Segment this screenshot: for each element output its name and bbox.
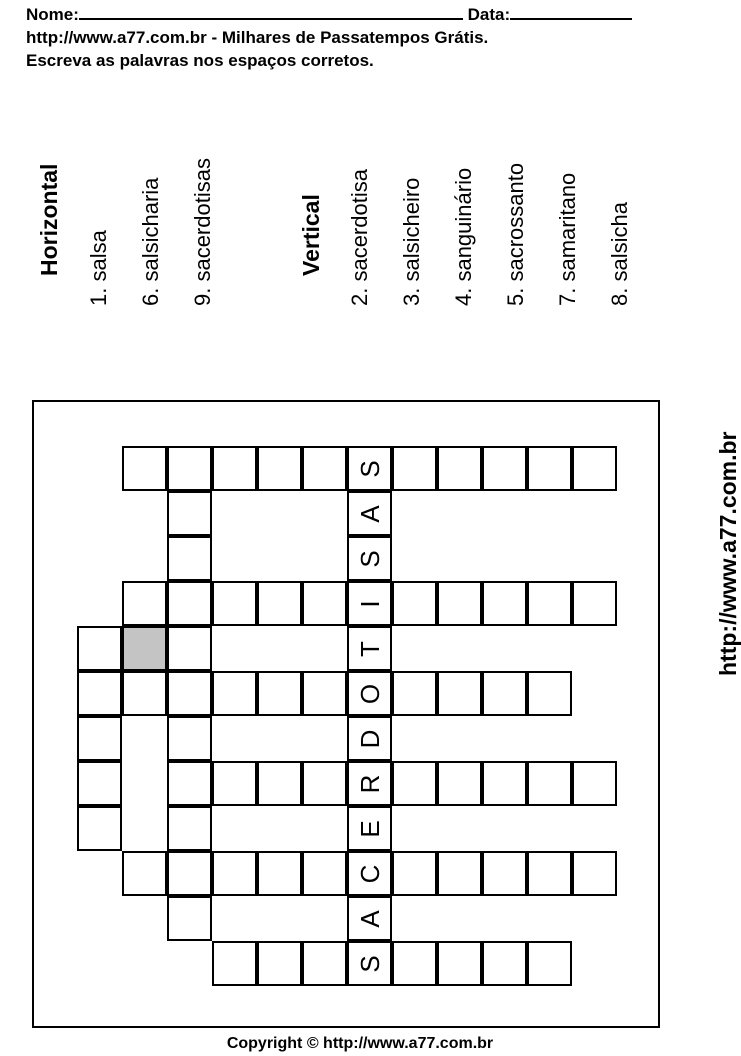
crossword-cell[interactable]	[167, 581, 212, 626]
vertical-clue: 3. salsicheiro	[399, 177, 424, 306]
cell-letter: O	[354, 683, 385, 704]
date-label: Data:	[467, 5, 511, 24]
crossword-cell[interactable]	[437, 761, 482, 806]
crossword-cell[interactable]	[527, 941, 572, 986]
cell-letter: R	[354, 774, 385, 793]
crossword-cell[interactable]	[482, 671, 527, 716]
crossword-cell[interactable]	[167, 626, 212, 671]
vertical-clue: 2. sacerdotisa	[347, 169, 372, 306]
crossword-cell[interactable]	[527, 581, 572, 626]
horizontal-clue: 9. sacerdotisas	[190, 158, 215, 306]
crossword-cell[interactable]	[437, 851, 482, 896]
crossword-cell[interactable]	[347, 896, 392, 941]
crossword-cell[interactable]	[302, 446, 347, 491]
cell-letter: C	[354, 864, 385, 883]
crossword-cell[interactable]	[347, 806, 392, 851]
cell-letter: T	[354, 640, 385, 657]
crossword-cell[interactable]	[122, 851, 167, 896]
crossword-cell[interactable]	[527, 761, 572, 806]
crossword-cell[interactable]	[212, 941, 257, 986]
crossword-cell[interactable]	[167, 491, 212, 536]
crossword-cell[interactable]	[77, 716, 122, 761]
crossword-cell[interactable]	[257, 761, 302, 806]
crossword-cell[interactable]	[122, 446, 167, 491]
crossword-cell[interactable]	[482, 446, 527, 491]
cell-letter: S	[354, 459, 385, 478]
crossword-cell[interactable]	[122, 671, 167, 716]
vertical-clue: 4. sanguinário	[451, 167, 476, 306]
crossword-cell[interactable]	[527, 671, 572, 716]
crossword-cell[interactable]	[167, 671, 212, 716]
crossword-cell[interactable]	[392, 671, 437, 716]
horizontal-title: Horizontal	[36, 163, 62, 276]
name-label: Nome:	[26, 5, 79, 24]
crossword-cell[interactable]	[122, 581, 167, 626]
cell-letter: I	[354, 599, 385, 608]
crossword-cell[interactable]	[167, 896, 212, 941]
cell-letter: E	[354, 819, 385, 838]
crossword-cell[interactable]	[392, 941, 437, 986]
crossword-cell[interactable]	[347, 716, 392, 761]
copyright: Copyright © http://www.a77.com.br	[226, 1035, 494, 1052]
crossword-cell[interactable]	[347, 536, 392, 581]
date-blank[interactable]	[510, 4, 632, 20]
cell-letter: A	[354, 504, 385, 523]
vertical-clue: 7. samaritano	[555, 172, 580, 306]
crossword-cell[interactable]	[257, 581, 302, 626]
crossword-cell[interactable]	[302, 671, 347, 716]
crossword-cell[interactable]	[167, 536, 212, 581]
crossword-cell[interactable]	[437, 671, 482, 716]
crossword-cell[interactable]	[212, 671, 257, 716]
crossword-cell[interactable]	[482, 941, 527, 986]
crossword-cell[interactable]	[167, 806, 212, 851]
crossword-cell[interactable]	[392, 446, 437, 491]
crossword-cell[interactable]	[482, 581, 527, 626]
crossword-cell[interactable]	[212, 446, 257, 491]
crossword-cell[interactable]	[392, 761, 437, 806]
crossword-cell[interactable]	[527, 851, 572, 896]
crossword-cell[interactable]	[347, 941, 392, 986]
instructions: Escreva as palavras nos espaços corretos.	[26, 51, 374, 70]
crossword-cell[interactable]	[167, 716, 212, 761]
crossword-cell[interactable]	[77, 671, 122, 716]
crossword-cell[interactable]	[482, 851, 527, 896]
crossword-cell[interactable]	[392, 581, 437, 626]
cell-letter: D	[354, 729, 385, 748]
horizontal-clue: 6. salsicharia	[138, 177, 163, 306]
crossword-cell[interactable]	[347, 491, 392, 536]
crossword-cell[interactable]	[572, 581, 617, 626]
side-url: http://www.a77.com.br	[715, 431, 741, 676]
cell-letter: S	[354, 549, 385, 568]
crossword-cell[interactable]	[167, 761, 212, 806]
crossword-cell[interactable]	[257, 446, 302, 491]
crossword-cell[interactable]	[347, 446, 392, 491]
crossword-cell[interactable]	[347, 851, 392, 896]
crossword-cell[interactable]	[212, 761, 257, 806]
vertical-clue: 5. sacrossanto	[503, 162, 528, 306]
crossword-cell[interactable]	[347, 581, 392, 626]
crossword-cell[interactable]	[77, 761, 122, 806]
crossword-cell[interactable]	[77, 806, 122, 851]
crossword-cell[interactable]	[257, 941, 302, 986]
vertical-title: Vertical	[298, 194, 324, 276]
vertical-clue: 8. salsicha	[607, 202, 632, 306]
crossword-cell[interactable]	[302, 941, 347, 986]
crossword-cell[interactable]	[212, 851, 257, 896]
name-date-line	[26, 4, 632, 25]
name-blank[interactable]	[79, 4, 463, 20]
crossword-cell[interactable]	[437, 581, 482, 626]
shaded-cell	[122, 626, 167, 671]
crossword-cell[interactable]	[302, 761, 347, 806]
cell-letter: A	[354, 909, 385, 928]
crossword-cell[interactable]	[527, 446, 572, 491]
crossword-cell[interactable]	[77, 626, 122, 671]
crossword-cell[interactable]	[572, 446, 617, 491]
crossword-cell[interactable]	[167, 851, 212, 896]
horizontal-clue: 1. salsa	[86, 230, 111, 306]
crossword-cell[interactable]	[302, 851, 347, 896]
crossword-cell[interactable]	[437, 446, 482, 491]
crossword-cell[interactable]	[212, 581, 257, 626]
crossword-cell[interactable]	[347, 761, 392, 806]
crossword-cell[interactable]	[302, 581, 347, 626]
crossword-cell[interactable]	[437, 941, 482, 986]
crossword-cell[interactable]	[572, 761, 617, 806]
crossword-cell[interactable]	[257, 851, 302, 896]
crossword-cell[interactable]	[572, 851, 617, 896]
crossword-cell[interactable]	[167, 446, 212, 491]
crossword-cell[interactable]	[347, 626, 392, 671]
cell-letter: S	[354, 954, 385, 973]
crossword-cell[interactable]	[482, 761, 527, 806]
crossword-cell[interactable]	[257, 671, 302, 716]
crossword-cell[interactable]	[347, 671, 392, 716]
crossword-cell[interactable]	[392, 851, 437, 896]
site-tagline: http://www.a77.com.br - Milhares de Passatempos Grátis.	[26, 28, 489, 47]
